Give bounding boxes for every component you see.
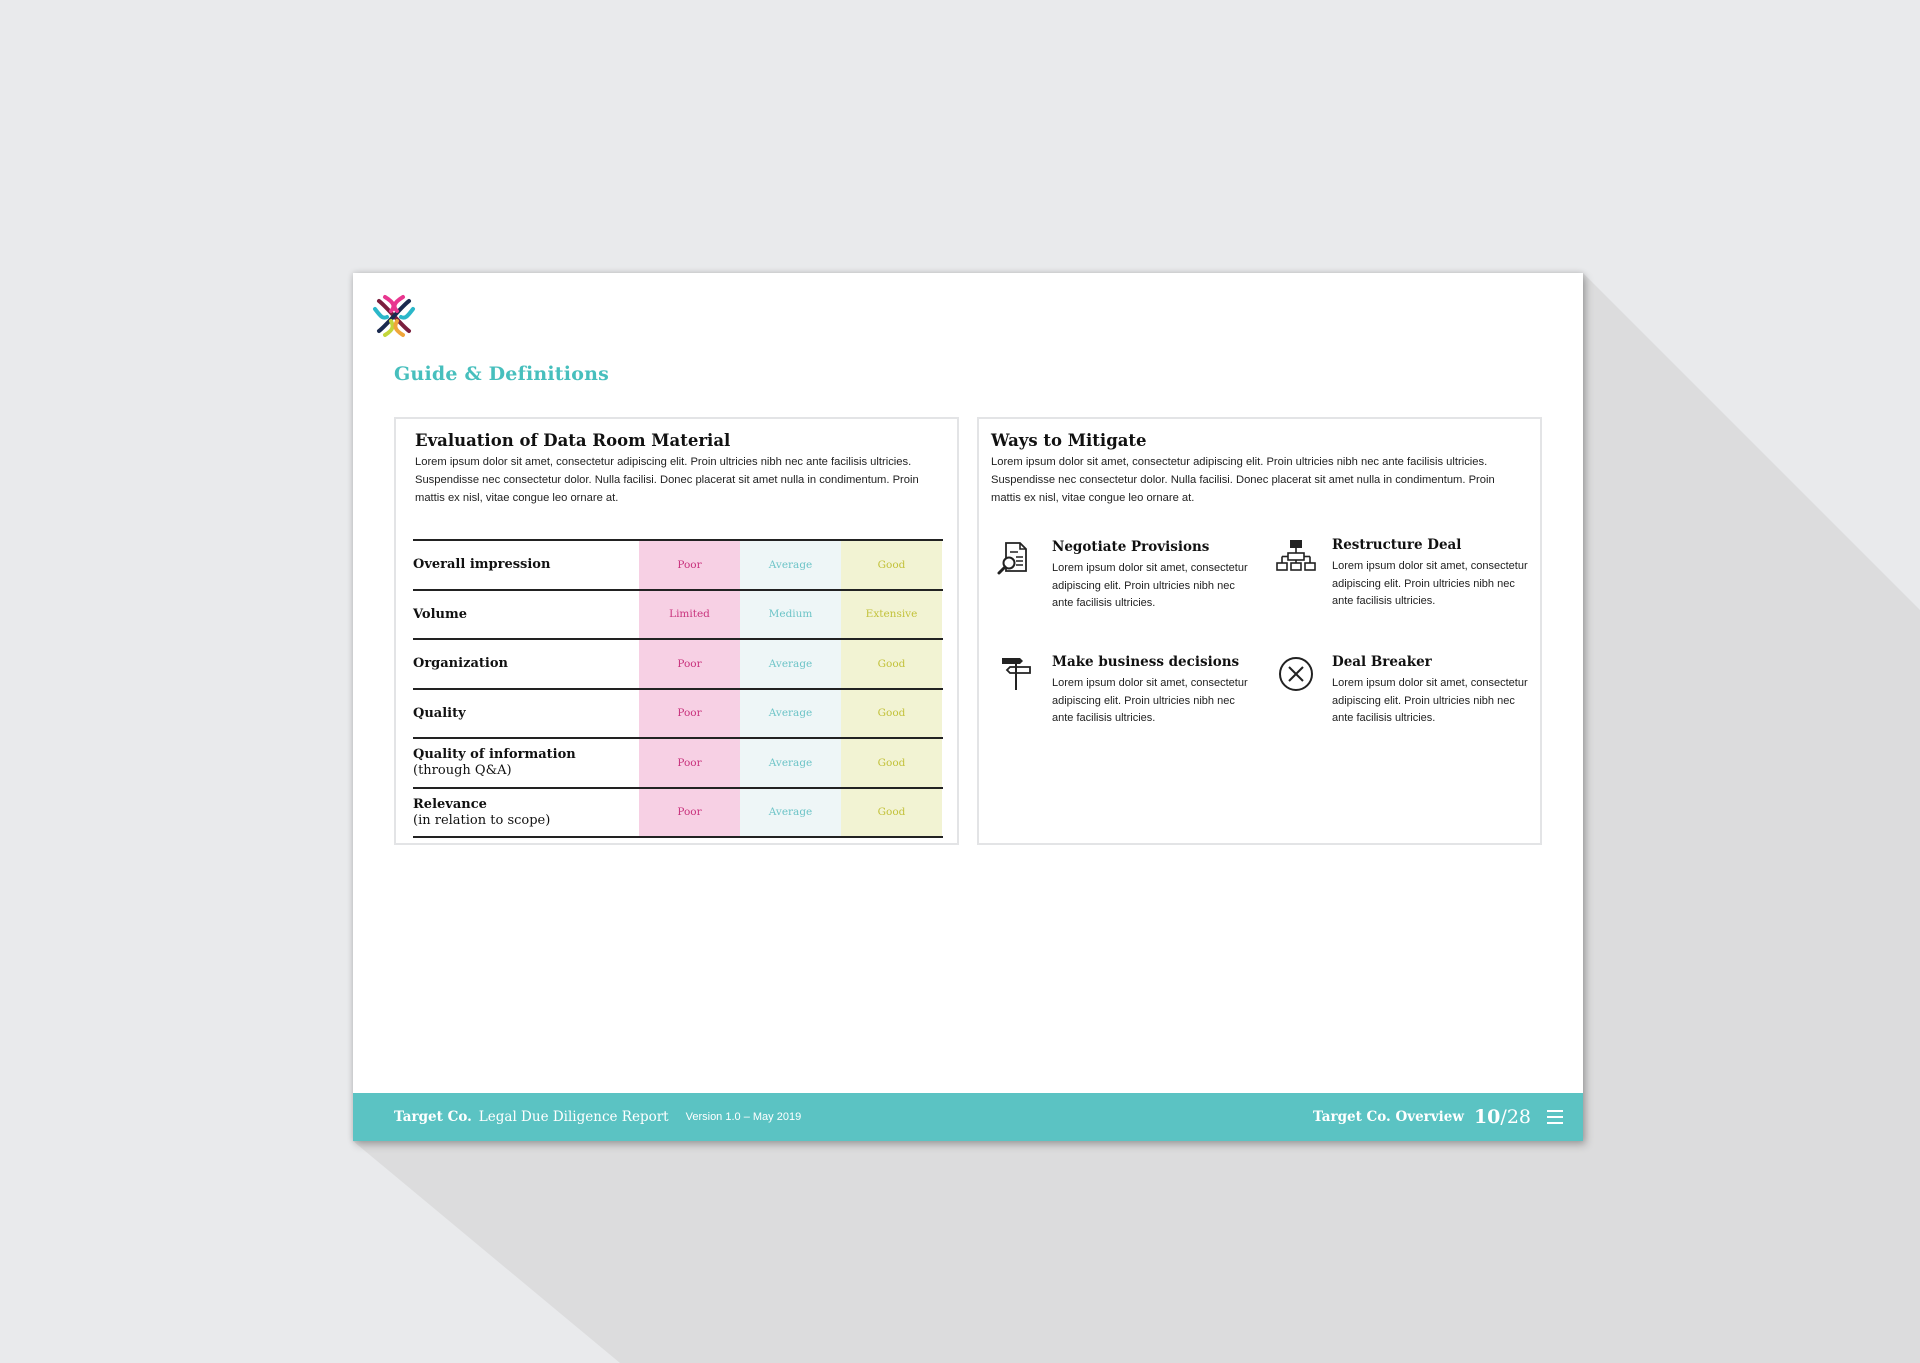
table-row: [413, 539, 943, 589]
org-chart-icon: [1276, 537, 1316, 577]
table-row: [413, 737, 943, 787]
rating-poor-cell: Poor: [639, 739, 740, 787]
row-label: Quality: [413, 705, 466, 721]
page-total: 28: [1506, 1106, 1531, 1128]
page-current: 10: [1473, 1106, 1501, 1128]
rating-good-cell: Good: [841, 739, 942, 787]
rating-average-cell: Average: [740, 541, 841, 589]
row-label: Relevance: [413, 796, 487, 812]
rating-good-cell: Good: [841, 640, 942, 688]
rating-poor-cell: Poor: [639, 640, 740, 688]
table-row: [413, 787, 943, 839]
rating-average-cell: Medium: [740, 591, 841, 639]
table-row: [413, 638, 943, 688]
document-search-icon: [996, 539, 1036, 579]
rating-good-cell: Good: [841, 541, 942, 589]
mitigation-title: Deal Breaker: [1332, 654, 1432, 670]
mitigation-title: Negotiate Provisions: [1052, 539, 1210, 555]
table-row: [413, 589, 943, 639]
rating-average-cell: Average: [740, 789, 841, 837]
page-separator: /: [1500, 1106, 1507, 1128]
rating-poor-cell: Limited: [639, 591, 740, 639]
evaluation-table: [413, 539, 943, 838]
footer-brand: Target Co.: [394, 1109, 472, 1125]
mitigation-text: Lorem ipsum dolor sit amet, consectetur adipiscing elit. Proin ultricies nibh nec ante facilisis ultricies.: [1052, 677, 1248, 724]
mitigate-intro: Lorem ipsum dolor sit amet, consectetur adipiscing elit. Proin ultricies nibh nec ante facilisis ultricies. Suspendisse nec consectetur dolor. Nulla facilisi. Donec placerat sit amet nulla in condimentum. Proin mattis ex nisl, vitae congue leo ornare at.: [991, 456, 1495, 504]
row-sublabel: (in relation to scope): [413, 812, 551, 828]
mitigation-text: Lorem ipsum dolor sit amet, consectetur adipiscing elit. Proin ultricies nibh nec ante facilisis ultricies.: [1052, 562, 1248, 609]
rating-good-cell: Good: [841, 690, 942, 738]
table-row: [413, 688, 943, 738]
page-footer: [353, 1093, 1583, 1141]
row-label: Quality of information: [413, 747, 576, 763]
rating-good-cell: Extensive: [841, 591, 942, 639]
signpost-icon: [996, 654, 1036, 694]
mitigation-text: Lorem ipsum dolor sit amet, consectetur adipiscing elit. Proin ultricies nibh nec ante facilisis ultricies.: [1332, 560, 1528, 607]
page-title: Guide & Definitions: [394, 363, 609, 385]
evaluation-panel: [394, 417, 959, 845]
rating-poor-cell: Poor: [639, 789, 740, 837]
rating-poor-cell: Poor: [639, 541, 740, 589]
rating-average-cell: Average: [740, 739, 841, 787]
rating-poor-cell: Poor: [639, 690, 740, 738]
footer-section-link[interactable]: Target Co. Overview: [1312, 1109, 1464, 1125]
row-label: Overall impression: [413, 557, 551, 573]
evaluation-title: Evaluation of Data Room Material: [415, 431, 731, 450]
footer-version: Version 1.0 – May 2019: [685, 1111, 802, 1123]
rating-average-cell: Average: [740, 640, 841, 688]
rating-average-cell: Average: [740, 690, 841, 738]
mitigate-panel: [977, 417, 1542, 845]
row-sublabel: (through Q&A): [413, 763, 512, 779]
mitigation-text: Lorem ipsum dolor sit amet, consectetur adipiscing elit. Proin ultricies nibh nec ante facilisis ultricies.: [1332, 677, 1528, 724]
hamburger-menu-icon[interactable]: [1547, 1110, 1563, 1124]
report-page: [353, 273, 1583, 1141]
mitigate-title: Ways to Mitigate: [991, 431, 1147, 450]
mitigation-title: Make business decisions: [1052, 654, 1240, 670]
row-label: Volume: [413, 606, 467, 622]
circle-x-icon: [1276, 654, 1316, 694]
row-label: Organization: [413, 656, 508, 672]
footer-report-title: Legal Due Diligence Report: [478, 1109, 669, 1125]
rating-good-cell: Good: [841, 789, 942, 837]
colorful-knot-logo: [371, 293, 417, 339]
page-counter: [1474, 1106, 1531, 1128]
evaluation-intro: Lorem ipsum dolor sit amet, consectetur adipiscing elit. Proin ultricies nibh nec ante facilisis ultricies. Suspendisse nec consectetur dolor. Nulla facilisi. Donec placerat sit amet nulla in condimentum. Proin mattis ex nisl, vitae congue leo ornare at.: [415, 456, 919, 504]
mitigation-title: Restructure Deal: [1332, 537, 1462, 553]
